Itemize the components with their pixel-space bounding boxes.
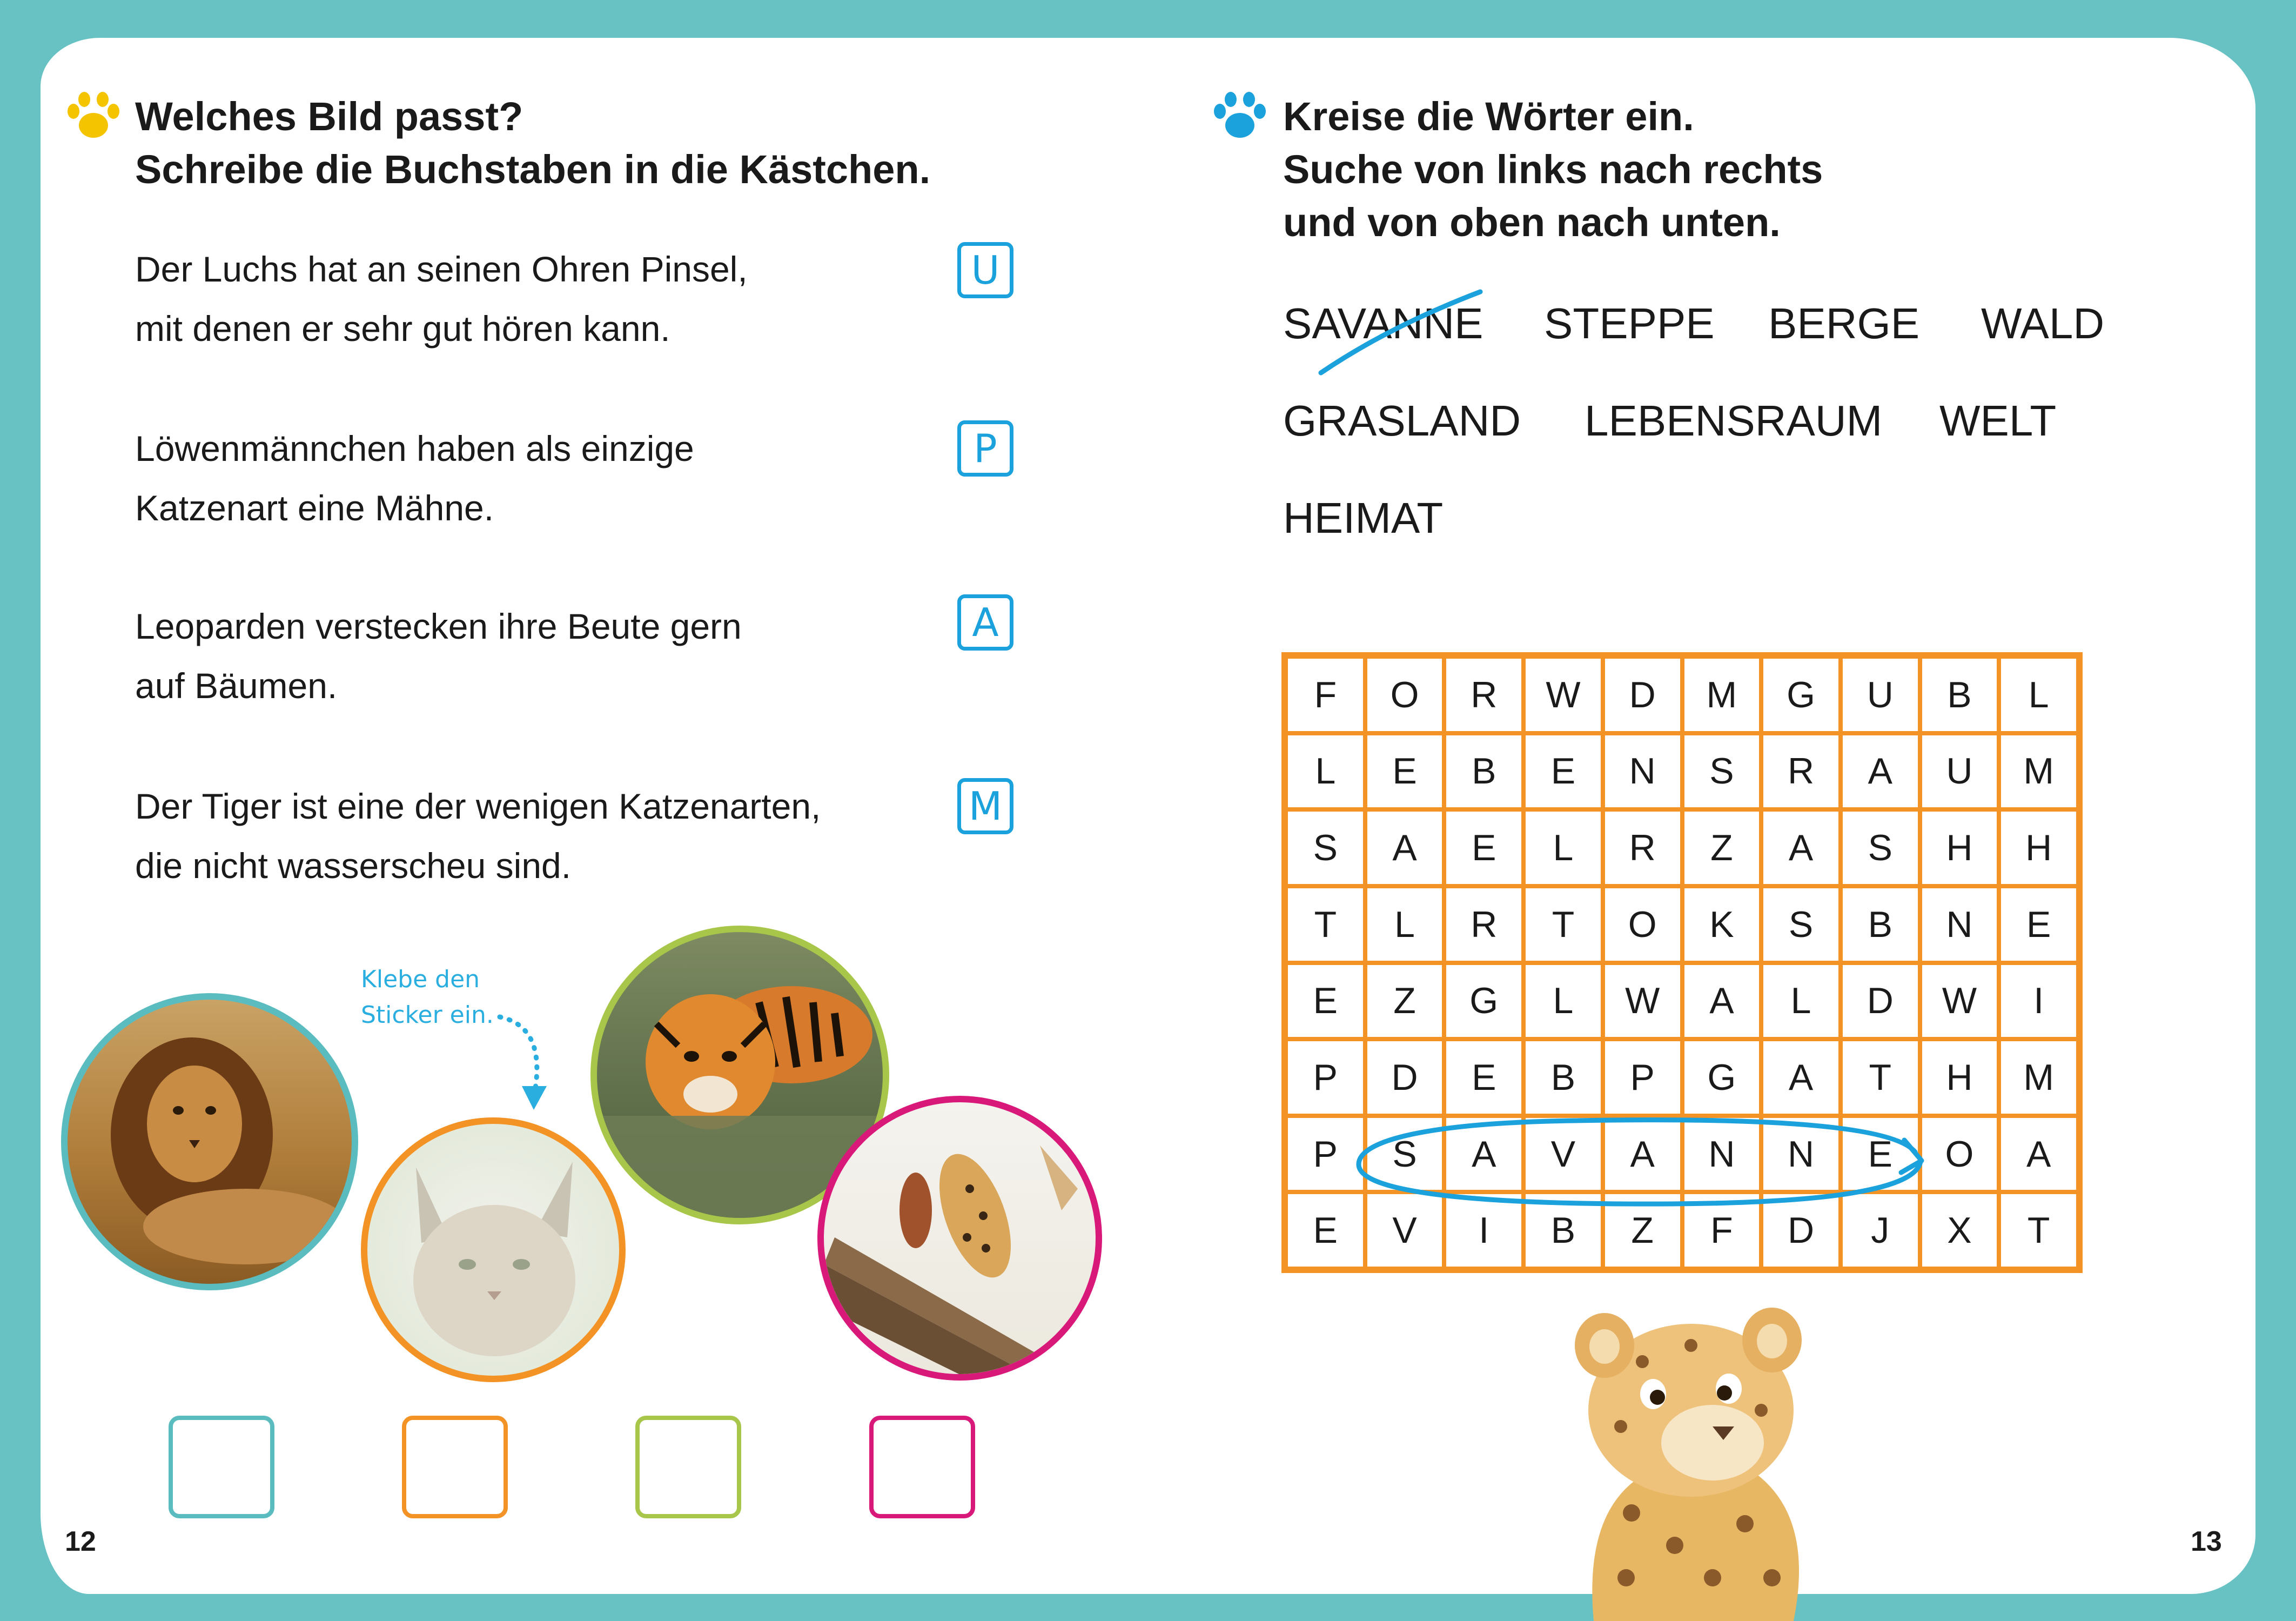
savanne-circle-mark [1348,1108,1942,1216]
grid-cell[interactable]: A [1682,963,1762,1040]
sticker-note-line2: Sticker ein. [361,1001,494,1029]
word-heimat[interactable]: HEIMAT [1283,494,1444,542]
word-savanne[interactable]: SAVANNE [1283,299,1483,347]
grid-cell[interactable]: A [1365,809,1445,886]
grid-cell[interactable]: S [1365,1116,1445,1193]
grid-cell[interactable]: P [1286,1039,1365,1116]
grid-cell[interactable]: A [1761,1039,1841,1116]
grid-cell[interactable]: E [1523,733,1603,810]
grid-row [1286,963,2078,1040]
word-grasland[interactable]: GRASLAND [1283,397,1521,445]
grid-cell[interactable]: D [1603,657,1682,733]
lion-photo [61,993,358,1290]
lion-icon [68,1000,352,1284]
leopard-answer-box[interactable] [869,1416,975,1518]
leopard-cub-icon [1534,1308,1848,1621]
grid-cell[interactable]: U [1920,733,1999,810]
answer-box-3[interactable]: A [957,594,1013,651]
grid-cell[interactable]: B [1444,733,1523,810]
leopard-photo [817,1096,1102,1381]
task-4-line1: Der Tiger ist eine der wenigen Katzenarten, [135,786,821,826]
grid-cell[interactable]: T [1286,886,1365,963]
grid-cell[interactable]: S [1682,733,1762,810]
grid-cell[interactable]: X [1920,1192,1999,1269]
grid-cell[interactable]: E [1365,733,1445,810]
grid-cell[interactable]: S [1761,886,1841,963]
grid-cell[interactable]: E [1841,1116,1920,1193]
grid-cell[interactable]: M [1682,657,1762,733]
grid-cell[interactable]: W [1603,963,1682,1040]
word-steppe[interactable]: STEPPE [1544,299,1715,347]
sticker-note [361,962,494,1033]
grid-cell[interactable]: P [1286,1116,1365,1193]
lynx-icon [367,1124,619,1376]
grid-cell[interactable]: A [1444,1116,1523,1193]
grid-cell[interactable]: D [1365,1039,1445,1116]
answer-box-4[interactable]: M [957,778,1013,834]
grid-cell[interactable]: W [1523,657,1603,733]
grid-cell[interactable]: A [1999,1116,2078,1193]
grid-cell[interactable]: Z [1603,1192,1682,1269]
grid-cell[interactable]: G [1761,657,1841,733]
lynx-answer-box[interactable] [402,1416,508,1518]
grid-cell[interactable]: G [1444,963,1523,1040]
grid-cell[interactable]: D [1841,963,1920,1040]
grid-cell[interactable]: A [1841,733,1920,810]
grid-cell[interactable]: A [1603,1116,1682,1193]
word-berge[interactable]: BERGE [1768,299,1920,347]
word-welt[interactable]: WELT [1939,397,2057,445]
right-heading-line3: und von oben nach unten. [1283,200,1781,245]
grid-cell[interactable]: F [1286,657,1365,733]
grid-cell[interactable]: S [1841,809,1920,886]
grid-cell[interactable]: L [1999,657,2078,733]
grid-cell[interactable]: T [1841,1039,1920,1116]
grid-cell[interactable]: U [1841,657,1920,733]
grid-cell[interactable]: F [1682,1192,1762,1269]
grid-cell[interactable]: J [1841,1192,1920,1269]
grid-cell[interactable]: V [1523,1116,1603,1193]
grid-cell[interactable]: Z [1682,809,1762,886]
grid-cell[interactable]: K [1682,886,1762,963]
grid-cell[interactable]: H [1920,809,1999,886]
grid-cell[interactable]: R [1603,809,1682,886]
grid-row [1286,809,2078,886]
grid-cell[interactable]: E [1286,1192,1365,1269]
grid-cell[interactable]: L [1286,733,1365,810]
grid-cell[interactable]: I [1444,1192,1523,1269]
grid-cell[interactable]: P [1603,1039,1682,1116]
task-4-line2: die nicht wasserscheu sind. [135,846,572,886]
grid-row [1286,886,2078,963]
grid-cell[interactable]: W [1920,963,1999,1040]
grid-cell[interactable]: L [1365,886,1445,963]
grid-cell[interactable]: D [1761,1192,1841,1269]
right-heading-line2: Suche von links nach rechts [1283,147,1823,192]
right-heading-line1: Kreise die Wörter ein. [1283,94,1694,139]
grid-cell[interactable]: E [1286,963,1365,1040]
task-3-line1: Leoparden verstecken ihre Beute gern [135,606,742,646]
grid-cell[interactable]: N [1682,1116,1762,1193]
page-number-right: 13 [2191,1526,2222,1557]
task-2-line1: Löwenmännchen haben als einzige [135,428,694,468]
left-heading-line1: Welches Bild passt? [135,94,523,139]
paw-icon [64,90,123,144]
grid-cell[interactable]: L [1523,963,1603,1040]
grid-cell[interactable]: G [1682,1039,1762,1116]
grid-cell[interactable]: H [1920,1039,1999,1116]
grid-cell[interactable]: N [1920,886,1999,963]
leopard-icon [824,1102,1096,1374]
strike-through-mark [1313,284,1491,381]
grid-cell[interactable]: M [1999,733,2078,810]
grid-cell[interactable]: O [1603,886,1682,963]
task-1-line1: Der Luchs hat an seinen Ohren Pinsel, [135,249,748,289]
grid-cell[interactable]: N [1603,733,1682,810]
grid-cell[interactable]: H [1999,809,2078,886]
grid-cell[interactable]: O [1365,657,1445,733]
grid-cell[interactable]: T [1999,1192,2078,1269]
page-number-left: 12 [65,1526,96,1557]
grid-row [1286,733,2078,810]
task-3-line2: auf Bäumen. [135,666,338,706]
grid-cell[interactable]: B [1523,1039,1603,1116]
left-heading-line2: Schreibe die Buchstaben in die Kästchen. [135,147,931,192]
task-2-line2: Katzenart eine Mähne. [135,488,494,528]
grid-cell[interactable]: R [1444,657,1523,733]
grid-cell[interactable]: N [1761,1116,1841,1193]
paw-icon-right [1210,90,1270,144]
lynx-sticker-photo [361,1117,626,1382]
grid-cell[interactable]: S [1286,809,1365,886]
sticker-note-line1: Klebe den [361,966,480,993]
grid-cell[interactable]: B [1523,1192,1603,1269]
grid-cell[interactable]: I [1999,963,2078,1040]
tiger-answer-box[interactable] [635,1416,741,1518]
grid-cell[interactable]: M [1999,1039,2078,1116]
grid-cell[interactable]: R [1444,886,1523,963]
grid-cell[interactable]: B [1920,657,1999,733]
answer-box-2[interactable]: P [957,420,1013,477]
grid-cell[interactable]: R [1761,733,1841,810]
grid-cell[interactable]: E [1444,809,1523,886]
grid-cell[interactable]: V [1365,1192,1445,1269]
answer-box-1[interactable]: U [957,242,1013,298]
grid-cell[interactable]: B [1841,886,1920,963]
grid-cell[interactable]: O [1920,1116,1999,1193]
grid-cell[interactable]: E [1999,886,2078,963]
grid-row [1286,1039,2078,1116]
grid-cell[interactable]: L [1761,963,1841,1040]
word-wald[interactable]: WALD [1981,299,2105,347]
grid-row [1286,657,2078,733]
grid-cell[interactable]: T [1523,886,1603,963]
grid-cell[interactable]: A [1761,809,1841,886]
grid-cell[interactable]: Z [1365,963,1445,1040]
word-lebensraum[interactable]: LEBENSRAUM [1585,397,1883,445]
task-1-line2: mit denen er sehr gut hören kann. [135,309,670,349]
grid-cell[interactable]: L [1523,809,1603,886]
lion-answer-box[interactable] [169,1416,274,1518]
dotted-arrow-icon [497,1005,562,1113]
grid-cell[interactable]: E [1444,1039,1523,1116]
